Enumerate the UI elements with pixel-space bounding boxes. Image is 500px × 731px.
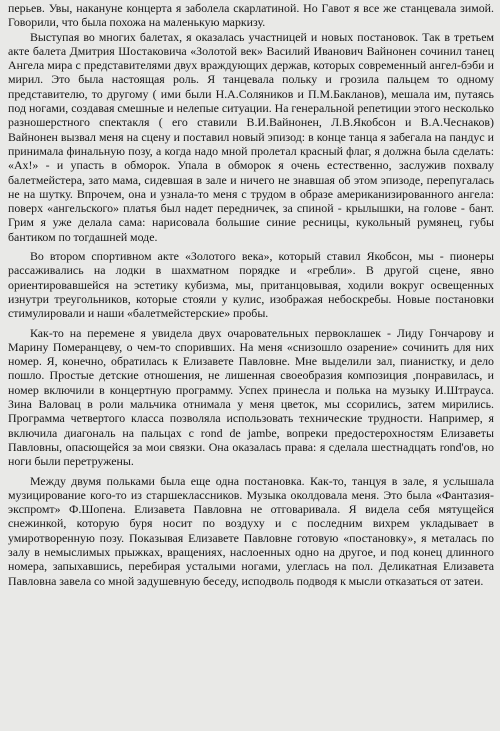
paragraph-2: Выступая во многих балетах, я оказалась участницей и новых постановок. Так в третьем акте балета Дмитрия Шостаковича «Золотой век» Василий Иванович Вайнонен сочинил танец Ангела мира с представителями двух враждующих держав, которых современный ангел-бэби и мирил. Это была настоящая роль. Я танцевала польку и грозила пальцем то одному представителю, то другому ( ими были Н.А.Соляников и П.М.Бакланов), мешала им, путаясь под ногами, создавая смешные и нелепые ситуации. На генеральной репетиции этого несколько разношерстного спектакля ( его ставили В.И.Вайнонен, Л.В.Якобсон и В.А.Чеснаков) Вайнонен вызвал меня на сцену и поставил новый эпизод: в конце танца я забегала на пандус и принимала финальную позу, а когда надо мной пролетал красный флаг, я должна была сделать: «Ах!» - и упасть в обморок. Упала в обморок я очень естественно, заслужив похвалу балетмейстера, зато мама, сидевшая в зале и ничего не знавшая об этом эпизоде, перепугалась не на шутку. Впрочем, она и узнала-то меня с трудом в образе американизированного ангела: поверх «ангельского» платья был надет передничек, за спиной - крылышки, на голове - бант. Грим я уже делала сама: нарисовала большие синие ресницы, кукольный румянец, губы бантиком по тогдашней моде. [8, 29, 494, 244]
paragraph-1: перьев. Увы, накануне концерта я заболела скарлатиной. Но Гавот я все же станцевала зимой. Говорили, что была похожа на маленькую маркизу. [8, 1, 494, 30]
paragraph-3: Во втором спортивном акте «Золотого века», который ставил Якобсон, мы - пионеры рассаживались на лодки в шахматном порядке и «гребли». В другой сцене, явно ориентировавшейся на эстетику кубизма, мы, пританцовывая, ходили вокруг освещенных изнутри треугольников, которые стояли у кулис, изображая небоскребы. Новые постановки стимулировали и наши «балетмейстерские» пробы. [8, 249, 494, 321]
paragraph-4: Как-то на перемене я увидела двух очаровательных первоклашек - Лиду Гончарову и Марину Померанцеву, о чем-то споривших. На меня «снизошло озарение» сочинить для них номер. Я, конечно, обратилась к Елизавете Павловне. Мне выделили зал, пианистку, и дело пошло. Простые детские отношения, не лишенная своеобразия композиция ,понравилась, и номер включили в концертную программу. Успех принесла и полька на музыку И.Штрауса. Зина Валовац в роли мальчика отнимала у меня цветок, мы ссорились, затем мирились. Программа четвертого класса позволяла использовать технические трудности. Например, я включила диагональ на пальцах с rond de jambe, вопреки предостерохностям Елизаветы Павловны, опасющейся за мои связки. Она оказалась права: я сделала шестнадцать rond'ов, но ноги были перетружены. [8, 325, 494, 469]
paragraph-5: Между двумя польками была еще одна постановка. Как-то, танцуя в зале, я услышала музицирование кого-то из старшеклассников. Музыка околдовала меня. Это была «Фантазия-экспромт» Ф.Шопена. Елизавета Павловна не отговаривала. Я видела себя мятущейся снежинкой, которую буря носит по воздуху и с последним вихрем укладывает в умиротворенную позу. Показывая Елизавете Павловне готовую «постановку», я металась по залу в немыслимых прыжках, вращениях, наслоенных одно на другое, и под конец длинного номера, запыхавшись, перебирая усталыми ногами, улеглась на пол. Деликатная Елизавета Павловна завела со мной задушевную беседу, исподволь подводя к мысли отказаться от затеи. [8, 473, 494, 588]
